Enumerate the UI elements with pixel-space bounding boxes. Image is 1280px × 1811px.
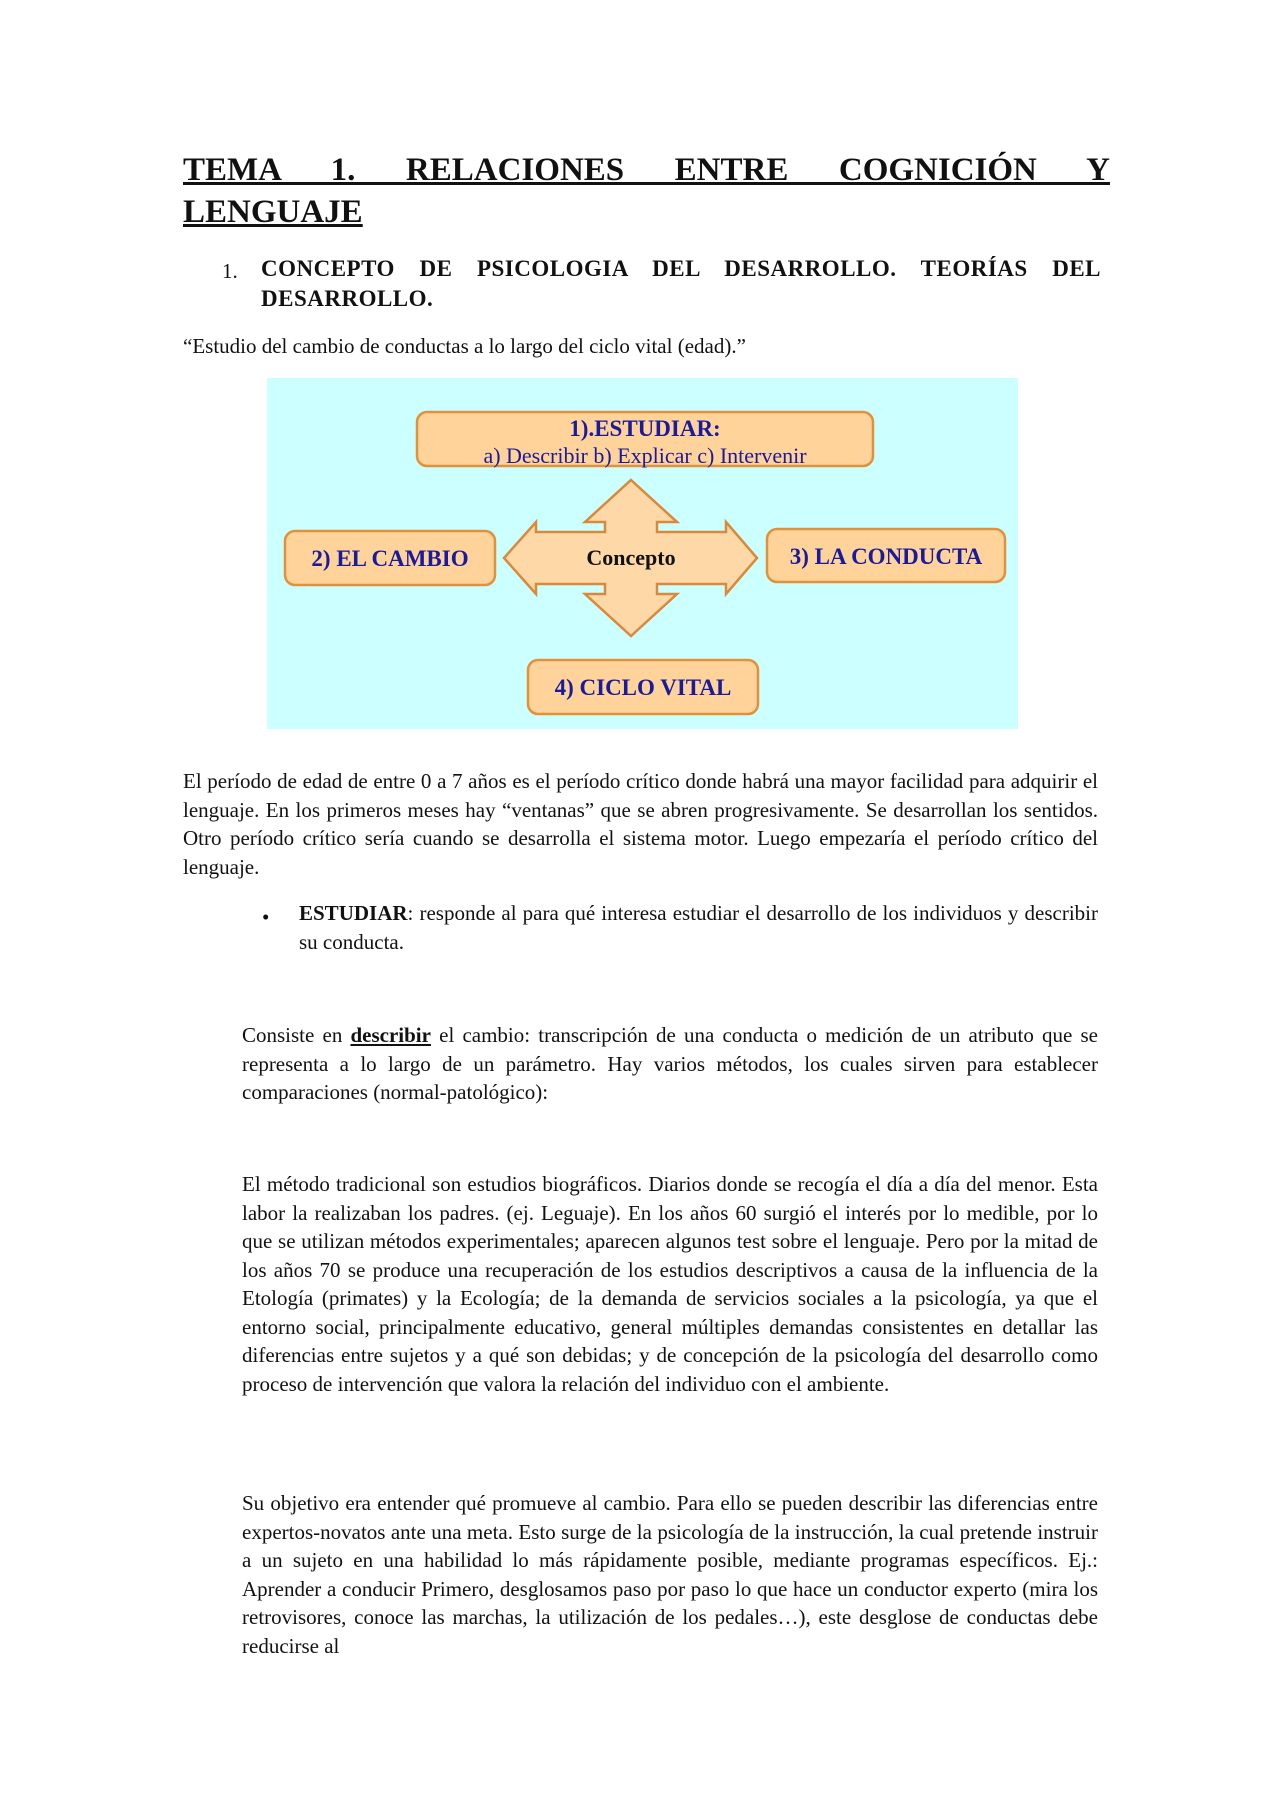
paragraph-describir [242,1021,1098,1107]
section-title-line2: DESARROLLO. [261,286,434,311]
paragraph-describir-after: el cambio: transcripción de una conducta o medición de un atributo que se representa a lo largo de un parámetro. Hay varios métodos, los cuales sirven para establecer comparaciones (normal-patológico): [242,1023,1098,1104]
bullet-term: ESTUDIAR [299,901,408,925]
paragraph-critical-period: El período de edad de entre 0 a 7 años es el período crítico donde habrá una mayor facilidad para adquirir el lenguaje. En los primeros meses hay “ventanas” que se abren progresivamente. Se desarrollan los sentidos. Otro período crítico sería cuando se desarrolla el sistema motor. Luego empezaría el período crítico del lenguaje. [183,769,1098,879]
center-concept-label: Concepto [586,545,676,570]
paragraph-describir-before: Consiste en [242,1023,351,1047]
paragraph-objective: Su objetivo era entender qué promueve al cambio. Para ello se pueden describir las diferencias entre expertos-novatos ante una meta. Esto surge de la psicología de la instrucción, la cual pretende instruir a un sujeto en una habilidad lo más rápidamente posible, mediante programas específicos. Ej.: Aprender a conducir Primero, desglosamos paso por paso lo que hace un conductor experto (mira los retrovisores, conoce las marchas, la utilización de los pedales…), este desglose de conductas debe reducirse al [242,1491,1098,1658]
bullet-text: : responde al para qué interesa estudiar el desarrollo de los individuos y describir su conducta. [299,901,1098,954]
document-title-line1: TEMA 1. RELACIONES ENTRE COGNICIÓN Y [183,152,1110,188]
concept-diagram-svg [267,378,1018,729]
box-estudiar-sub: a) Describir b) Explicar c) Intervenir [483,443,807,468]
box-la-conducta-label: 3) LA CONDUCTA [789,544,983,569]
section-number: 1. [222,259,238,283]
term-describir: describir [350,1023,431,1047]
section-title-line1: CONCEPTO DE PSICOLOGIA DEL DESARROLLO. TEORÍAS DEL [261,256,1101,281]
box-el-cambio-label: 2) EL CAMBIO [311,546,469,571]
bullet-estudiar [299,899,1098,956]
document-title-line2: LENGUAJE [183,194,363,230]
box-estudiar-title: 1).ESTUDIAR: [569,416,721,441]
definition-quote: “Estudio del cambio de conductas a lo largo del ciclo vital (edad).” [183,334,746,358]
paragraph-traditional-method: El método tradicional son estudios biográficos. Diarios donde se recogía el día a día del menor. Esta labor la realizaban los padres. (ej. Leguaje). En los años 60 surgió el interés por lo medible, por lo que se utilizan métodos experimentales; aparecen algunos test sobre el lenguaje. Pero por la mitad de los años 70 se produce una recuperación de los estudios descriptivos a causa de la influencia de la Etología (primates) y la Ecología; de la demanda de servicios sociales a la psicología, ya que el entorno social, principalmente educativo, general múltiples demandas consistentes en detallar las diferencias entre sujetos y a qué son debidas; y de concepción de la psicología del desarrollo como proceso de intervención que valora la relación del individuo con el ambiente. [242,1172,1098,1396]
bullet-symbol: • [262,905,270,929]
box-ciclo-vital-label: 4) CICLO VITAL [554,675,732,700]
concept-diagram [267,378,1018,729]
